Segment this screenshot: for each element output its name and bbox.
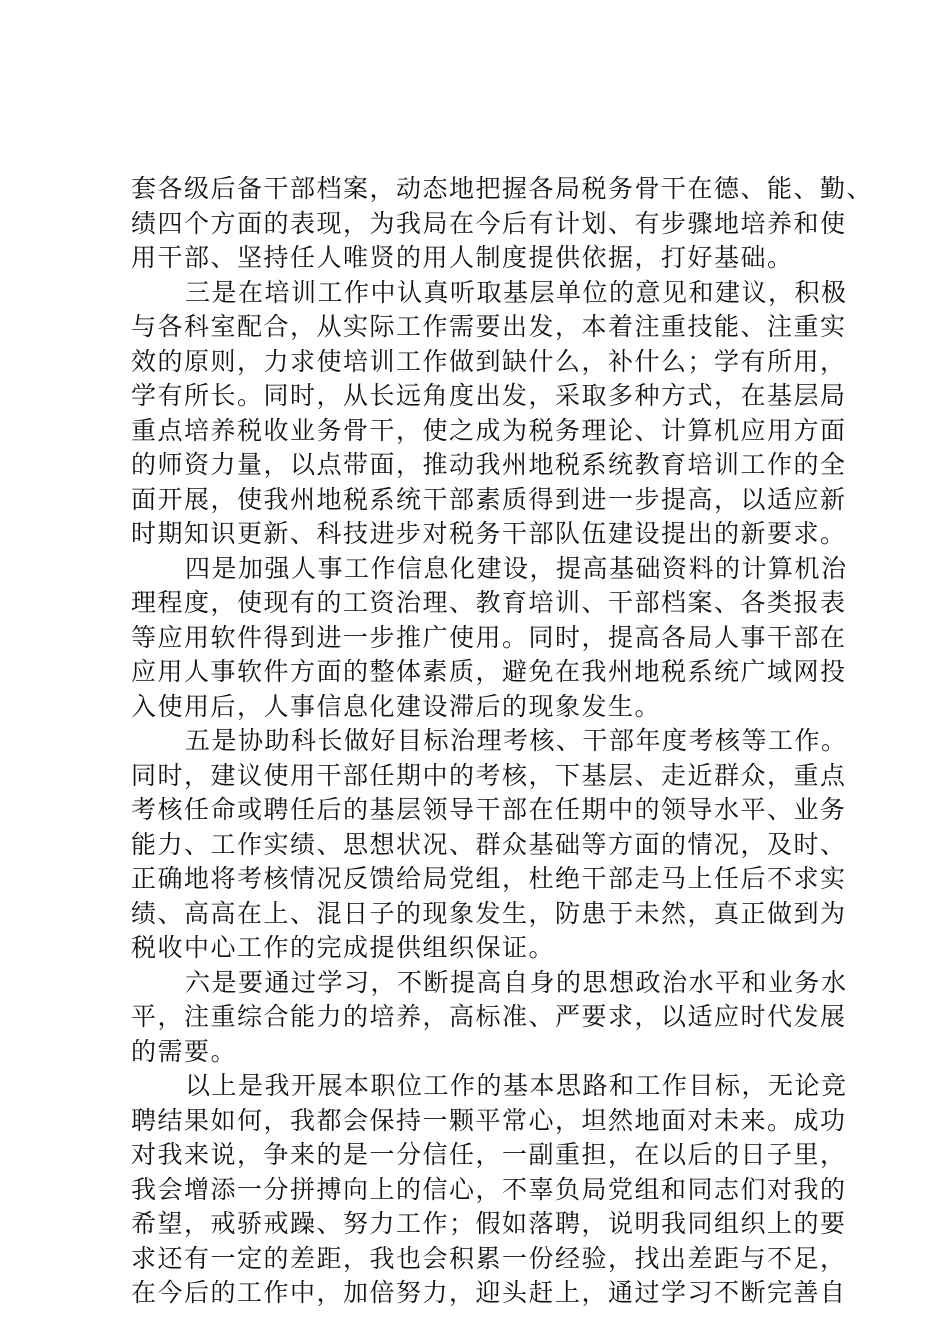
text-line: 等应用软件得到进一步推广使用。同时，提高各局人事干部在: [131, 622, 847, 652]
paragraph-start-line: 六是要通过学习，不断提高自身的思想政治水平和业务水: [185, 967, 848, 997]
text-line: 套各级后备干部档案，动态地把握各局税务骨干在德、能、勤、: [131, 174, 874, 203]
text-line: 绩四个方面的表现，为我局在今后有计划、有步骤地培养和使: [131, 208, 847, 238]
paragraph-start-line: 四是加强人事工作信息化建设，提高基础资料的计算机治: [185, 553, 848, 583]
text-line: 理程度，使现有的工资治理、教育培训、干部档案、各类报表: [131, 588, 847, 617]
paragraph-start-line: 三是在培训工作中认真听取基层单位的意见和建议，积极: [185, 277, 848, 307]
text-line: 考核任命或聘任后的基层领导干部在任期中的领导水平、业务: [131, 795, 847, 824]
text-line: 我会增添一分拼搏向上的信心，不辜负局党组和同志们对我的: [131, 1174, 847, 1204]
text-line: 用干部、坚持任人唯贤的用人制度提供依据，打好基础。: [131, 243, 794, 272]
text-line: 面开展，使我州地税系统干部素质得到进一步提高，以适应新: [131, 484, 847, 514]
text-line: 重点培养税收业务骨干，使之成为税务理论、计算机应用方面: [131, 415, 847, 445]
paragraph-start-line: 五是协助科长做好目标治理考核、干部年度考核等工作。: [185, 726, 848, 755]
text-line: 对我来说，争来的是一分信任，一副重担，在以后的日子里，: [131, 1140, 847, 1169]
text-line: 效的原则，力求使培训工作做到缺什么，补什么；学有所用，: [131, 346, 847, 376]
text-line: 税收中心工作的完成提供组织保证。: [131, 933, 556, 962]
text-line: 正确地将考核情况反馈给局党组，杜绝干部走马上任后不求实: [131, 864, 847, 893]
text-line: 的需要。: [131, 1036, 238, 1066]
text-line: 聘结果如何，我都会保持一颗平常心，坦然地面对未来。成功: [131, 1105, 847, 1135]
text-line: 时期知识更新、科技进步对税务干部队伍建设提出的新要求。: [131, 519, 847, 548]
document-body: [131, 172, 874, 1311]
text-line: 能力、工作实绩、思想状况、群众基础等方面的情况，及时、: [131, 829, 847, 859]
text-line: 绩、高高在上、混日子的现象发生，防患于未然，真正做到为: [131, 898, 847, 928]
text-line: 同时，建议使用干部任期中的考核，下基层、走近群众，重点: [131, 760, 847, 790]
text-line: 入使用后，人事信息化建设滞后的现象发生。: [131, 691, 662, 721]
text-line: 应用人事软件方面的整体素质，避免在我州地税系统广域网投: [131, 657, 847, 686]
text-line: 与各科室配合，从实际工作需要出发，本着注重技能、注重实: [131, 312, 847, 341]
paragraph-start-line: 以上是我开展本职位工作的基本思路和工作目标，无论竞: [185, 1071, 848, 1100]
text-line: 的师资力量，以点带面，推动我州地税系统教育培训工作的全: [131, 450, 847, 479]
text-line: 学有所长。同时，从长远角度出发，采取多种方式，在基层局: [131, 381, 847, 410]
text-line: 求还有一定的差距，我也会积累一份经验，找出差距与不足，: [131, 1243, 847, 1273]
text-line: 希望，戒骄戒躁、努力工作；假如落聘，说明我同组织上的要: [131, 1209, 847, 1238]
text-line: 在今后的工作中，加倍努力，迎头赶上，通过学习不断完善自: [131, 1278, 847, 1307]
text-line: 平，注重综合能力的培养，高标准、严要求，以适应时代发展: [131, 1002, 847, 1031]
